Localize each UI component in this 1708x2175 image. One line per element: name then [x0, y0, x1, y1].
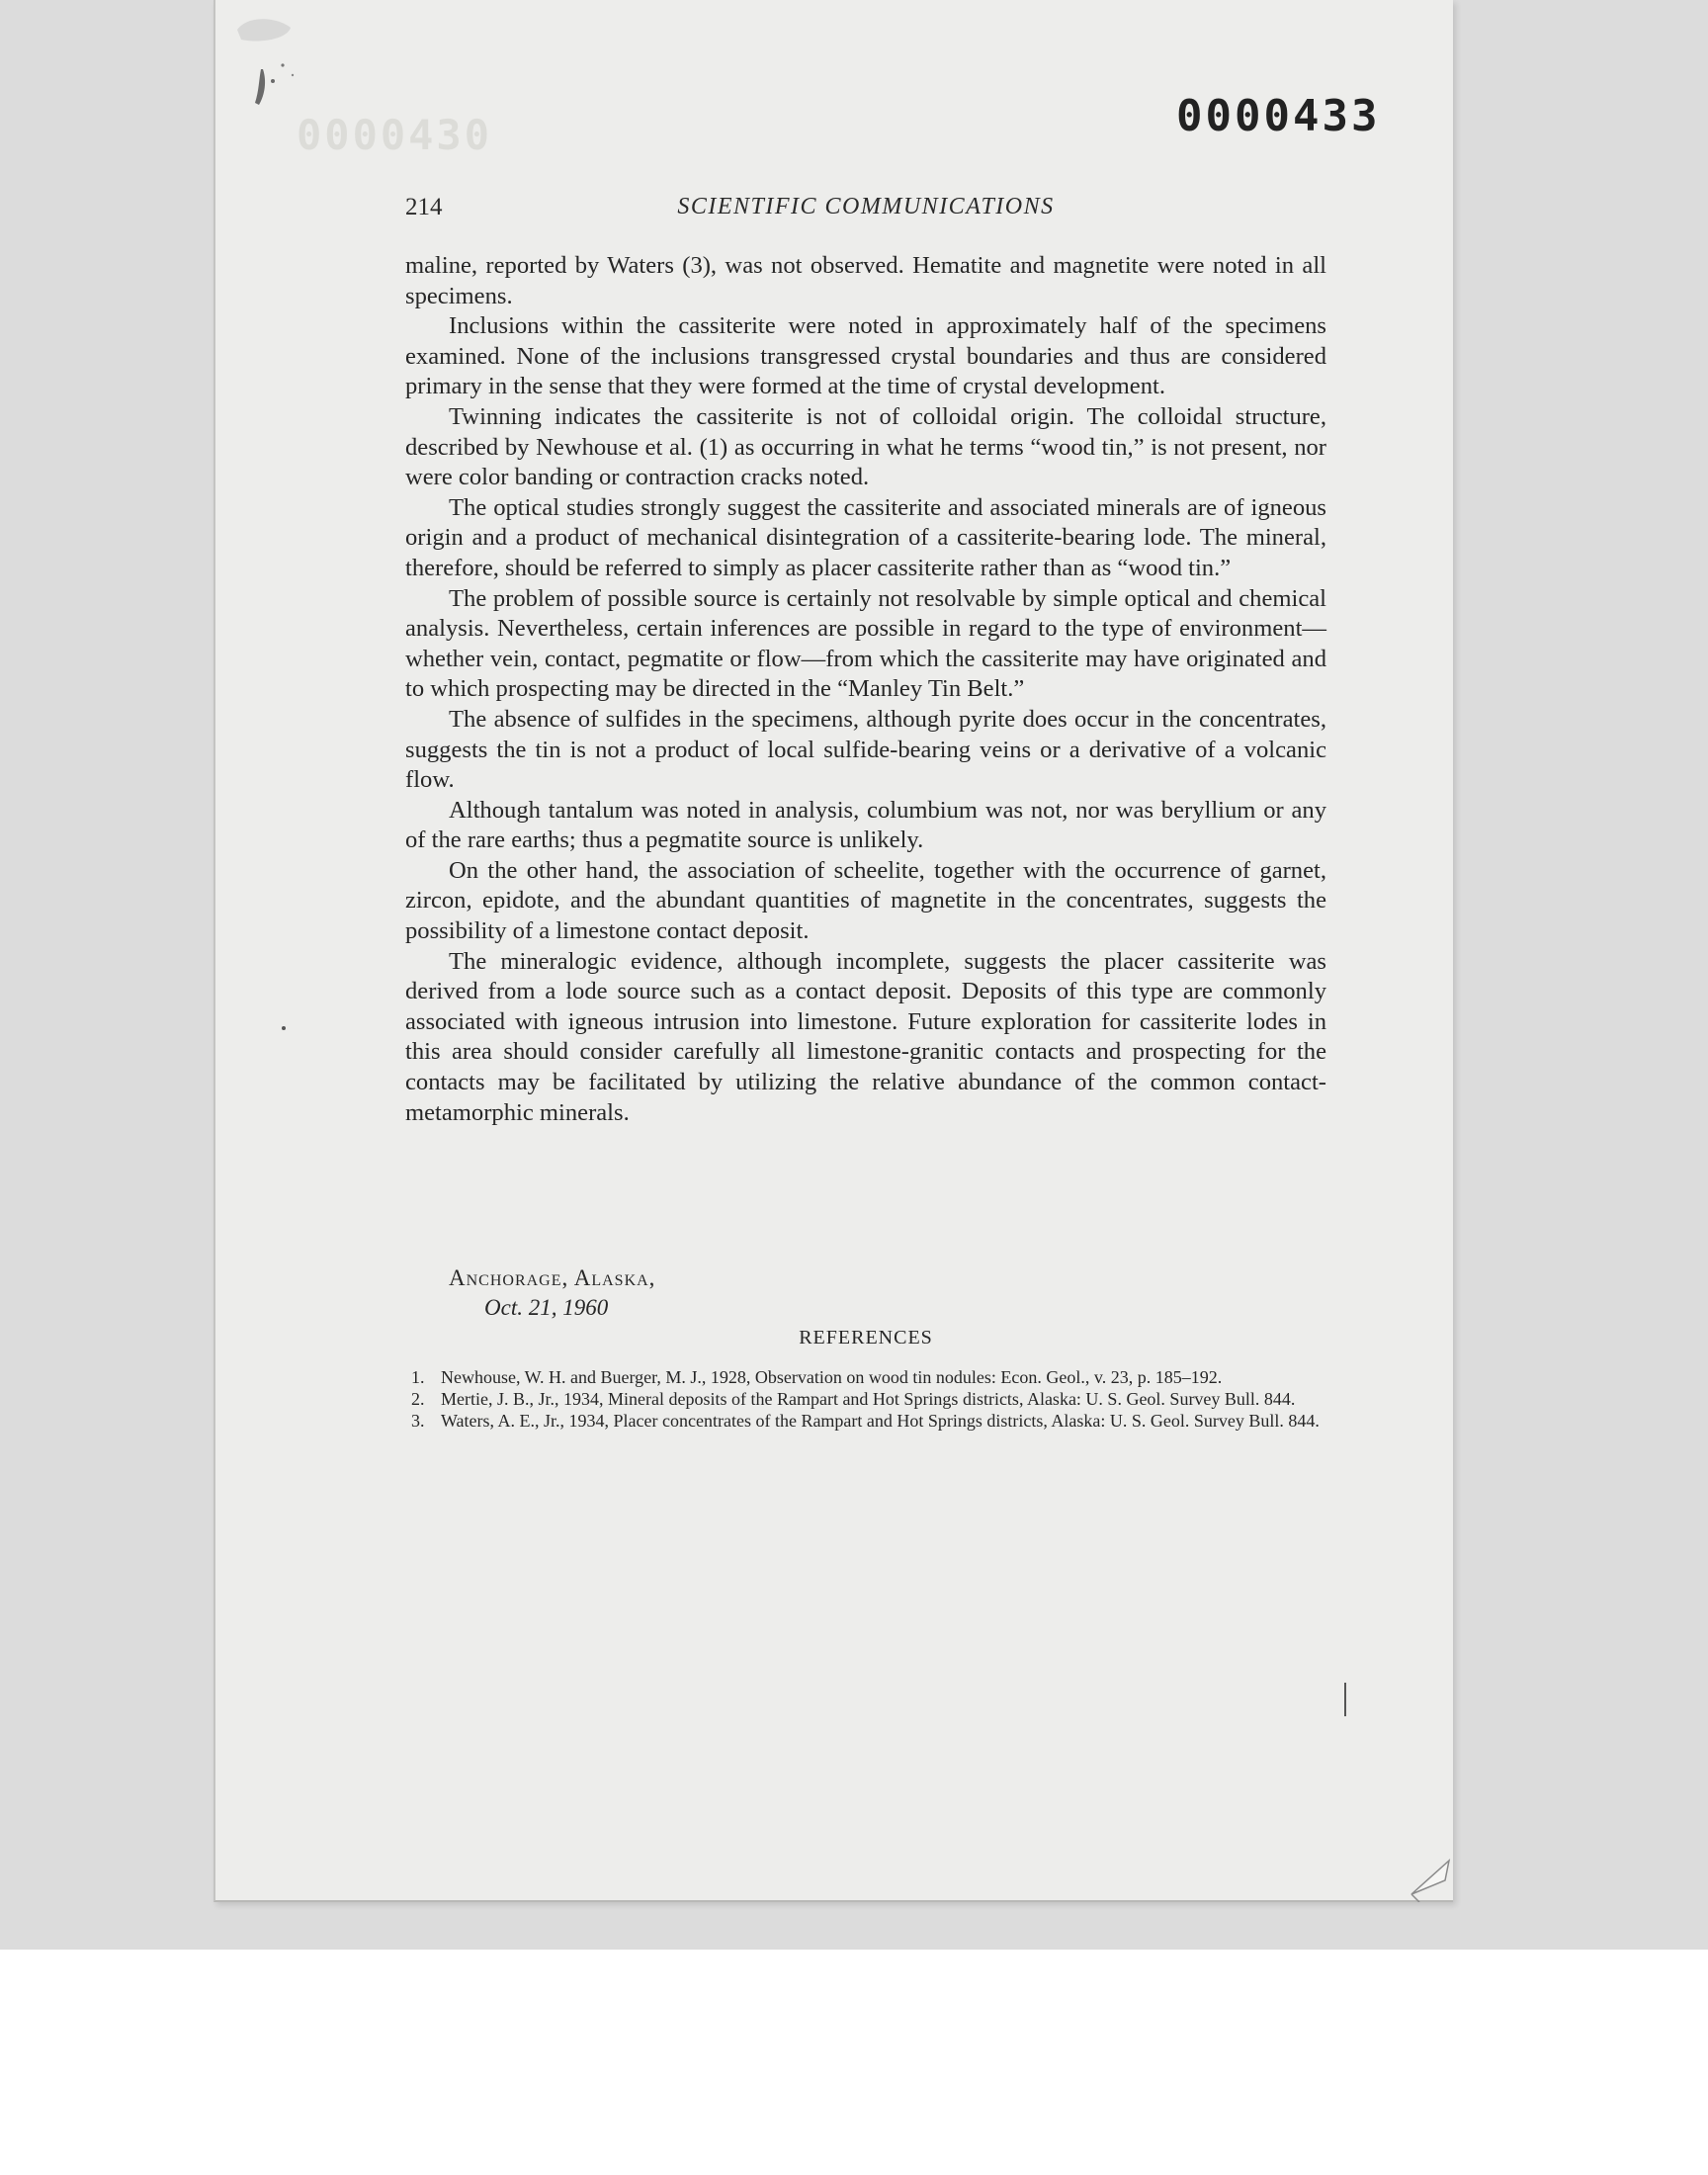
paragraph: The optical studies strongly suggest the cassiterite and associated minerals are of igneous origin and a product of mechanical disintegration of a cassiterite-bearing lode. The mineral, therefore, should be referred to simply as placer cassiterite rather than as “wood tin.”: [405, 493, 1326, 581]
paragraph: The mineralogic evidence, although incomplete, suggests the placer cassiterite was derived from a lode source such as a contact deposit. Deposits of this type are commonly associated with igneous intrusion into limestone. Future exploration for cassiterite lodes in this area should consider carefully all limestone-granitic contacts and prospecting for the contacts may be facilitated by utilizing the relative abundance of the common contact-metamorphic minerals.: [405, 947, 1326, 1126]
reference-number: 1.: [411, 1367, 425, 1387]
ink-smudge-mark: [229, 10, 338, 109]
paragraph: maline, reported by Waters (3), was not observed. Hematite and magnetite were noted in all specimens.: [405, 252, 1326, 309]
reference-item: [411, 1366, 1330, 1388]
article-body: [405, 251, 1326, 1128]
reference-text: Waters, A. E., Jr., 1934, Placer concentrates of the Rampart and Hot Springs districts, Alaska: U. S. Geol. Survey Bull. 844.: [441, 1411, 1320, 1431]
reference-item: [411, 1388, 1330, 1410]
stamp-number: 0000433: [1176, 91, 1381, 141]
reference-text: Mertie, J. B., Jr., 1934, Mineral deposits of the Rampart and Hot Springs districts, Alaska: U. S. Geol. Survey Bull. 844.: [441, 1389, 1296, 1409]
paragraph: The problem of possible source is certainly not resolvable by simple optical and chemical analysis. Nevertheless, certain inferences are possible in regard to the type of environment—whether vein, contact, pegmatite or flow—from which the cassiterite may have originated and to which prospecting may be directed in the “Manley Tin Belt.”: [405, 584, 1326, 703]
signoff-place: Anchorage, Alaska,: [449, 1265, 656, 1290]
reference-item: [411, 1410, 1330, 1432]
references-heading: REFERENCES: [799, 1327, 933, 1348]
faded-stamp-number: 0000430: [297, 111, 493, 159]
paragraph: Inclusions within the cassiterite were noted in approximately half of the specimens examined. None of the inclusions transgressed crystal boundaries and thus are considered primary in the sense that they were formed at the time of crystal development.: [405, 312, 1326, 400]
signoff-date: Oct. 21, 1960: [484, 1295, 609, 1320]
paragraph: On the other hand, the association of scheelite, together with the occurrence of garnet, zircon, epidote, and the abundant quantities of magnetite in the concentrates, suggests the possibility of a limestone contact deposit.: [405, 856, 1326, 945]
reference-number: 2.: [411, 1389, 425, 1409]
page-number: 214: [405, 194, 443, 220]
folded-corner-mark: [1402, 1859, 1453, 1902]
reference-text: Newhouse, W. H. and Buerger, M. J., 1928, Observation on wood tin nodules: Econ. Geol., v. 23, p. 185–192.: [441, 1367, 1223, 1387]
stray-dot-mark: [282, 1026, 286, 1030]
signoff: [449, 1263, 655, 1323]
paragraph: Although tantalum was noted in analysis, columbium was not, nor was beryllium or any of the rare earths; thus a pegmatite source is unlikely.: [405, 796, 1326, 854]
reference-number: 3.: [411, 1411, 425, 1431]
edge-tick-mark: [1340, 1681, 1350, 1718]
references-list: [411, 1366, 1330, 1432]
paragraph: Twinning indicates the cassiterite is not of colloidal origin. The colloidal structure, described by Newhouse et al. (1) as occurring in what he terms “wood tin,” is not present, nor were color banding or contraction cracks noted.: [405, 402, 1326, 491]
journal-title: SCIENTIFIC COMMUNICATIONS: [677, 194, 1055, 219]
paragraph: The absence of sulfides in the specimens, although pyrite does occur in the concentrates, suggests the tin is not a product of local sulfide-bearing veins or a derivative of a volcanic flow.: [405, 705, 1326, 794]
running-head: [405, 194, 1326, 229]
